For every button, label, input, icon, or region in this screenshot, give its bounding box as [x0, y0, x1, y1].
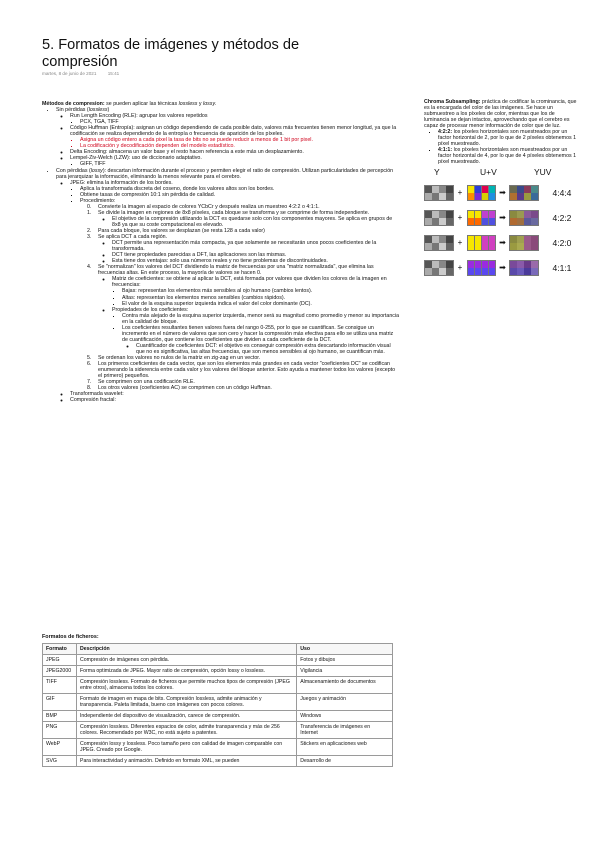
- chroma-411-item: [438, 147, 580, 165]
- chroma-422-text: los píxeles horizontales son muestreados por un factor horizontal de 2, por lo que de 2 píxeles obtenemos 1 píxel muestreado.: [438, 129, 577, 148]
- label-y: Y: [434, 166, 440, 177]
- step-6: Los primeros coeficientes de cada vector, que son los elementos más grandes en cada vector "coeficientes DC" se codifican enumerando la siderencia entre cada valor y los valores del bloque anterior. Esto ayuda a mantener todos los valores (excepto el primero) pequeños.: [98, 361, 396, 380]
- formats-table: [42, 643, 393, 767]
- delta-item: ◦ Delta Encoding: almacena un valor base y el resto hacen referencia a este más un desplazamiento.: [70, 149, 400, 155]
- format-cell: PNG: [43, 722, 77, 739]
- description-cell: Compresión de imágenes con pérdida.: [76, 655, 296, 666]
- format-cell: WebP: [43, 739, 77, 756]
- jpeg-detail-b: ▪ Obtiene tasas de compresión 10:1 sin pérdida de calidad.: [80, 192, 400, 198]
- use-cell: Fotos y dibujos: [297, 655, 393, 666]
- subsampling-ratio: 4:4:4: [552, 187, 572, 198]
- label-uv: U+V: [480, 166, 497, 177]
- huffman-item: [70, 125, 400, 149]
- table-row: [43, 677, 393, 694]
- lossy-item: [56, 168, 400, 404]
- table-row: [43, 756, 393, 767]
- table-row: [43, 694, 393, 711]
- subsampling-row: [424, 206, 580, 231]
- step-1-notes: [98, 216, 400, 228]
- luma-grid: [424, 210, 454, 227]
- lossy-label-italic: lossy: [90, 167, 103, 174]
- chroma-grid: [467, 260, 497, 277]
- subsampling-figure: [424, 166, 580, 281]
- coef-matrix-text: Matriz de coeficientes: se obtiene al aplicar la DCT, está formada por valores que dividen los colores de la imagen en frecuencias:: [112, 276, 387, 289]
- step-1: [98, 210, 400, 228]
- step-4-notes: [98, 276, 400, 355]
- luma-grid: [424, 260, 454, 277]
- use-cell: Stickers en aplicaciones web: [297, 739, 393, 756]
- yuv-grid: [509, 210, 539, 227]
- step-7: Se comprimen con una codificación RLE.: [98, 379, 195, 386]
- chroma-text: práctica de codificar la crominancia, que es la encargada del color de las imágenes. Se hace un submuestreo a los píxeles de color, mientras que los de luminancia se dejan intactos, aprovechando que el cerebro es capaz de procesar menor información de color que de luz.: [424, 99, 577, 130]
- coef-matrix-item: [112, 276, 400, 306]
- lossy-label-end: ): descartan información durante el proceso y permiten elegir el ratio de compresión. Utilizan particularidades de percepción para jerarquizar la información, eliminando la menos relevante para el cerebro.: [56, 167, 394, 180]
- chroma-heading: Chroma Subsampling:: [424, 99, 481, 105]
- coef-props-item: [112, 307, 400, 355]
- chroma-list: [424, 129, 580, 165]
- coef-matrix-list: [112, 288, 400, 306]
- rle-text: Run Length Encoding (RLE): agrupar los valores repetidos: [70, 113, 208, 120]
- description-cell: Independiente del dispositivo de visualización, carece de compresión.: [76, 711, 296, 722]
- subsampling-ratio: 4:1:1: [552, 262, 572, 273]
- step-3: [98, 234, 400, 264]
- subsampling-ratio: 4:2:2: [552, 212, 572, 223]
- use-cell: Desarrollo de: [297, 756, 393, 767]
- step-3-note-b: ◦ DCT tiene propiedades parecidas a DFT, las aplicaciones son las mismas.: [112, 252, 400, 258]
- coef-dc: ▪ El valor de la esquina superior izquierda indica el valor del color dominante (DC).: [122, 301, 400, 307]
- chroma-411-label: 4:1:1:: [438, 147, 453, 154]
- subsampling-header: [424, 166, 580, 181]
- lzw-item: [70, 155, 400, 167]
- plus-sign: +: [457, 212, 463, 222]
- compression-list: [42, 107, 400, 403]
- subsampling-rows: [424, 181, 580, 281]
- plus-sign: +: [457, 187, 463, 197]
- chroma-422-item: [438, 129, 580, 147]
- chroma-grid: [467, 185, 497, 202]
- table-row: [43, 739, 393, 756]
- coef-low: ▪ Bajas: representan los elementos más sensibles al ojo humano (cambios lentos).: [122, 288, 400, 294]
- lossy-methods: [56, 180, 400, 404]
- arrow-icon: ➡: [499, 237, 506, 247]
- huffman-notes: [70, 137, 400, 149]
- header-description: Descripción: [76, 644, 296, 655]
- subsampling-row: [424, 181, 580, 206]
- step-8: Los otros valores (coeficientes AC) se comprimen con un código Huffman.: [98, 385, 272, 392]
- description-cell: Compresión lossless. Diferentes espacios de color, admite transparencia y más de 256 colores. Recomendado por W3C, no está sujeto a patentes.: [76, 722, 296, 739]
- step-3-note-c: ◦ Esta tiene dos ventajas: solo usa números reales y no tiene problemas de discontinuidades.: [112, 258, 400, 264]
- description-cell: Compresión lossless. Formato de ficheros que permite muchos tipos de compresión (JPEG entre otros), almacena todos los colores.: [76, 677, 296, 694]
- yuv-grid: [509, 185, 539, 202]
- procedure-steps: [80, 204, 400, 391]
- lzw-formats: ▪ GIFF, TIFF: [80, 161, 400, 167]
- format-cell: TIFF: [43, 677, 77, 694]
- step-5: Se ordenan los valores no nulos de la matriz en zig-zag en un vector.: [98, 354, 261, 361]
- rle-formats: ▪ PCX, TGA, TIFF: [80, 119, 400, 125]
- lossless-label-italic: lossless: [88, 107, 108, 114]
- notes-right-column: [424, 99, 580, 281]
- format-cell: SVG: [43, 756, 77, 767]
- subsampling-row: [424, 231, 580, 256]
- step-0: Convierte la imagen al espacio de colores YCbCr y después realiza un muestreo 4:2:2 o 4:1:1.: [98, 203, 320, 210]
- format-cell: GIF: [43, 694, 77, 711]
- use-cell: Windows: [297, 711, 393, 722]
- lossless-methods: [56, 113, 400, 167]
- jpeg-item: [70, 180, 400, 392]
- intro-lossy: lossy.: [203, 101, 217, 107]
- arrow-icon: ➡: [499, 212, 506, 222]
- subsampling-ratio: 4:2:0: [552, 237, 572, 248]
- intro-text: se pueden aplicar las técnicas: [104, 101, 179, 107]
- step-2: Para cada bloque, los valores se desplazan (se resta 128 a cada valor): [98, 227, 265, 234]
- use-cell: Transferencia de imágenes en Internet: [297, 722, 393, 739]
- chroma-411-text: los píxeles horizontales son muestreados por un factor horizontal de 4, por lo que de 4 píxeles obtenemos 1 píxel muestreado.: [438, 147, 577, 166]
- lzw-text: Lempel-Ziv-Welch (LZW): uso de diccionario adaptativo.: [70, 155, 202, 162]
- jpeg-details: [70, 186, 400, 392]
- coef-prop-1: ▪ Contra más alejado de la esquina superior izquierda, menor será su magnitud como promedio y menor su importancia en la calidad de bloque.: [122, 313, 400, 325]
- subsampling-row: [424, 256, 580, 281]
- coef-prop-2-text: Los coeficientes resultantes tienen valores fuera del rango 0-255, por lo que se cuantifican. Se consigue un incremento en el número de valores que son cero y hacer la compresión más efectiva para ello se utiliza una matriz de cuantificación, que contiene los coeficientes que dividen a cada coeficiente de la DCT.: [122, 324, 394, 343]
- lossless-label-end: ): [107, 107, 110, 114]
- step-3-text: Se aplica DCT a cada región.: [98, 234, 168, 241]
- description-cell: Forma optimizada de JPEG. Mayor ratio de compresión, opción lossy o lossless.: [76, 666, 296, 677]
- label-yuv: YUV: [534, 166, 552, 177]
- table-row: [43, 722, 393, 739]
- wavelet-item: ◦ Transformada wavelet:: [70, 391, 400, 397]
- plus-sign: +: [457, 262, 463, 272]
- jpeg-detail-c: [80, 198, 400, 392]
- format-cell: JPEG: [43, 655, 77, 666]
- lossless-item: [56, 107, 400, 167]
- page-meta: [42, 71, 119, 76]
- huffman-note-1: ▪ Asigna un código entero a cada pixel la tasa de bits no se puede reducir a menos de 1 bit por pixel.: [80, 137, 400, 143]
- description-cell: Compresión lossy y lossless. Poco tamaño pero con calidad de imagen comparable con JPEG. Creado por Google.: [76, 739, 296, 756]
- page-title: 5. Formatos de imágenes y métodos de compresión: [42, 37, 300, 70]
- huffman-text: Código Huffman (Entropía): asignan un código dependiendo de cada posible dato, valores más frecuentes tienen menor longitud, ya que la codificación se realiza dependiendo de la entropía o frecuencia de aparición de los píxeles.: [70, 125, 397, 138]
- use-cell: Vigilancia: [297, 666, 393, 677]
- header-format: Formato: [43, 644, 77, 655]
- use-cell: Juegos y animación: [297, 694, 393, 711]
- fractal-item: ◦ Compresión fractal:: [70, 397, 400, 403]
- intro-y: y: [197, 101, 204, 107]
- formats-table-title: Formatos de ficheros:: [42, 634, 99, 640]
- step-1-note: ◦ El objetivo de la compresión utilizando la DCT es quedarse solo con los componentes mayores. Se aplica en grupos de 8x8 ya que su coste computacional es elevado.: [112, 216, 400, 228]
- format-cell: JPEG2000: [43, 666, 77, 677]
- lossless-label: Sin pérdidas (: [56, 107, 89, 114]
- page-date: martes, 8 de junio de 2021: [42, 71, 97, 76]
- step-4-text: Se "normalizan" los valores del DCT dividiendo la matriz de frecuencias por una "matriz normalizada", que elimina las frecuencias altas. En este proceso, la mayoría de valores se hacen 0.: [98, 264, 374, 277]
- step-4: [98, 264, 400, 355]
- table-row: [43, 711, 393, 722]
- chroma-grid: [467, 210, 497, 227]
- procedure-label: Procedimiento:: [80, 197, 116, 204]
- coef-prop-2: [122, 325, 400, 355]
- description-cell: Formato de imagen en mapa de bits. Compresión lossless, admite animación y transparencia. Paleta limitada, bueno con imágenes con pocos colores.: [76, 694, 296, 711]
- coef-high: ▪ Altas: representan los elementos menos sensibles (cambios rápidos).: [122, 295, 400, 301]
- plus-sign: +: [457, 237, 463, 247]
- arrow-icon: ➡: [499, 262, 506, 272]
- jpeg-detail-a: ▪ Aplica la transformada discreta del coseno, donde los valores altos son los bordes.: [80, 186, 400, 192]
- chroma-intro: [424, 99, 580, 129]
- step-3-notes: [98, 240, 400, 264]
- header-use: Uso: [297, 644, 393, 655]
- huffman-note-2: ▪ La codificación y decodificación dependen del modelo estadístico.: [80, 143, 400, 149]
- coef-props-list: [112, 313, 400, 355]
- yuv-grid: [509, 260, 539, 277]
- description-cell: Para interactividad y animación. Definido en formato XML, se pueden: [76, 756, 296, 767]
- notes-left-column: [42, 101, 400, 403]
- format-cell: BMP: [43, 711, 77, 722]
- rle-item: [70, 113, 400, 125]
- luma-grid: [424, 235, 454, 252]
- table-header-row: [43, 644, 393, 655]
- intro-heading: Métodos de compresion:: [42, 101, 105, 107]
- step-3-note-a: ◦ DCT permite una representación más compacta, ya que solamente se necesitarán unos pocos coeficientes de la transformada.: [112, 240, 400, 252]
- step-1-text: Se divide la imagen en regiones de 8x8 píxeles, cada bloque se transforma y se comprime de forma independiente.: [98, 209, 370, 216]
- intro-lossless: lossless: [178, 101, 198, 107]
- lossy-label: Con pérdidas (: [56, 167, 91, 174]
- coef-props-text: Propiedades de los coeficientes:: [112, 306, 189, 313]
- use-cell: Almacenamiento de documentos: [297, 677, 393, 694]
- quantizer-note: ◦ Cuantificador de coeficientes DCT: el objetivo es conseguir compresión extra descartando información visual que no es significativa, las altas frecuencias, que son menos sensibles al ojo humano, se cuantifican más.: [136, 343, 400, 355]
- jpeg-text: JPEG: elimina la información de los bordes.: [70, 179, 173, 186]
- luma-grid: [424, 185, 454, 202]
- page-time: 15:41: [107, 71, 120, 76]
- table-row: [43, 666, 393, 677]
- chroma-422-label: 4:2:2:: [438, 129, 453, 136]
- table-row: [43, 655, 393, 666]
- quantizer-list: [122, 343, 400, 355]
- chroma-grid: [467, 235, 497, 252]
- yuv-grid: [509, 235, 539, 252]
- arrow-icon: ➡: [499, 187, 506, 197]
